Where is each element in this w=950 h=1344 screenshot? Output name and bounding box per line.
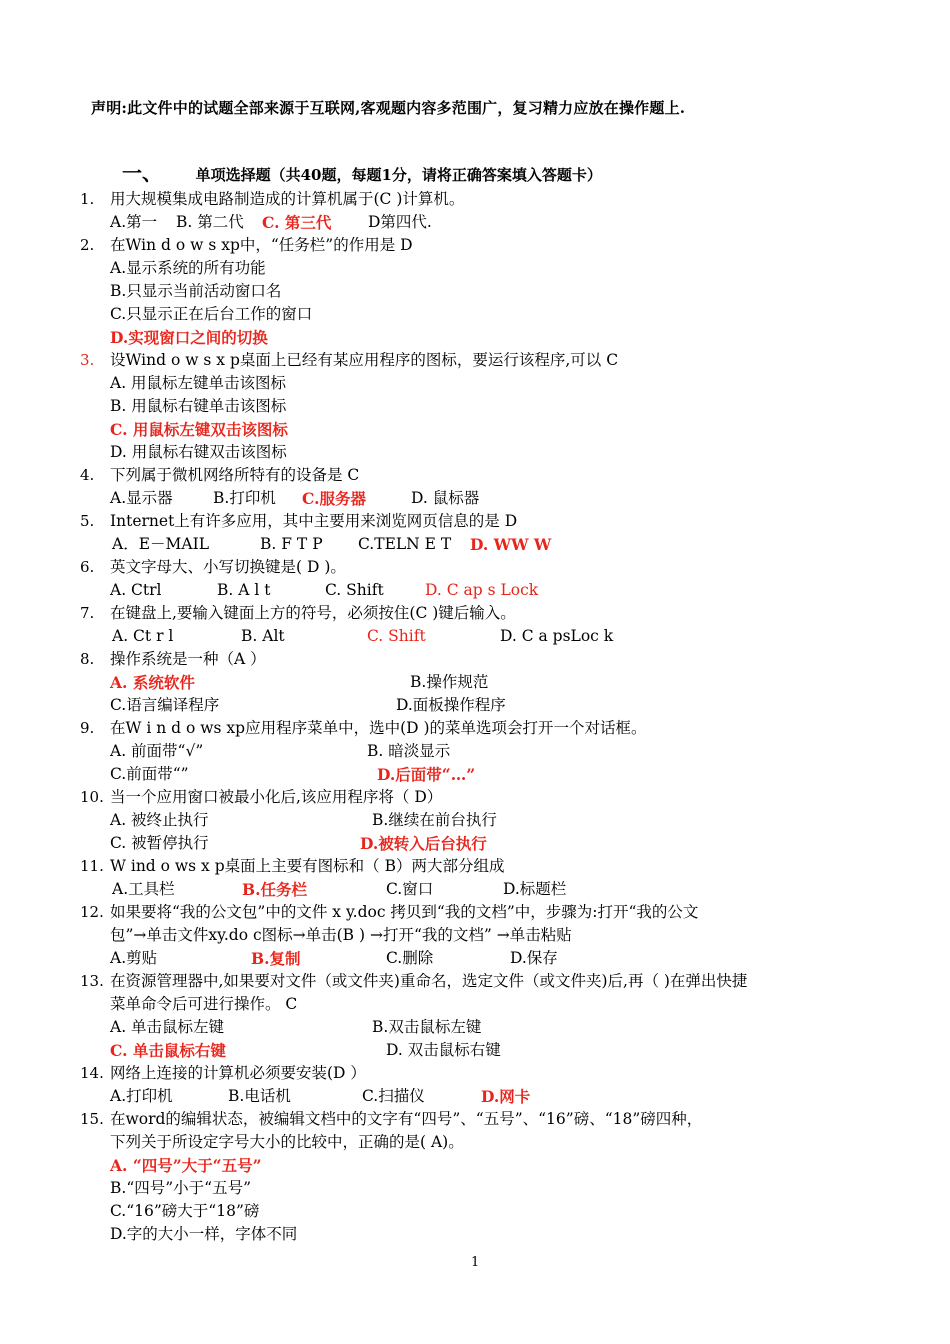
option-c: C.语言编译程序 (110, 696, 220, 714)
question-number: 3. (80, 351, 95, 369)
option-b: B.操作规范 (410, 673, 489, 691)
option-d-answer: D.被转入后台执行 (360, 834, 487, 853)
question-text: 在键盘上,要输入键面上方的符号，必须按住(C )键后输入。 (110, 604, 516, 622)
option-a: A. 被终止执行 (110, 811, 209, 829)
question-6 (80, 556, 820, 602)
option-d-answer: D.实现窗口之间的切换 (110, 328, 268, 347)
page-number: 1 (471, 1255, 480, 1270)
question-text: W ind o ws x p桌面上主要有图标和（ B）两大部分组成 (110, 857, 505, 875)
option-a: A. 前面带“√” (110, 742, 204, 760)
question-number: 8. (80, 650, 95, 668)
question-14 (80, 1062, 820, 1108)
question-15 (80, 1108, 820, 1246)
options-row (110, 947, 820, 970)
question-number: 6. (80, 558, 95, 576)
option-d: D.保存 (510, 949, 558, 967)
question-number: 13. (80, 972, 104, 990)
options-row (110, 878, 820, 901)
question-text: 在word的编辑状态，被编辑文档中的文字有“四号”、“五号”、“16”磅、“18”磅四种， (110, 1110, 703, 1128)
option-c-answer: C. Shift (367, 627, 426, 645)
option-b: B.“四号”小于“五号” (110, 1179, 252, 1197)
question-number: 15. (80, 1110, 104, 1128)
option-c: C.只显示正在后台工作的窗口 (110, 305, 313, 323)
option-a: A. Ctrl (110, 581, 162, 599)
option-a: A.显示系统的所有功能 (110, 259, 266, 277)
question-number: 2. (80, 236, 95, 254)
option-c-answer: C.服务器 (302, 489, 366, 508)
option-a: A.工具栏 (112, 880, 175, 898)
option-a: A. Ct r l (112, 627, 174, 645)
option-c: C.删除 (386, 949, 434, 967)
question-text: 如果要将“我的公文包”中的文件 x y.doc 拷贝到“我的文档”中，步骤为:打开“我的公文 (110, 903, 699, 921)
question-text: 当一个应用窗口被最小化后,该应用程序将（ D） (110, 788, 443, 806)
option-b: B.继续在前台执行 (372, 811, 497, 829)
question-text: 用大规模集成电路制造成的计算机属于(C )计算机。 (110, 190, 465, 208)
option-b: B. 第二代 (176, 213, 244, 231)
section-number: 一、 (122, 161, 162, 185)
question-number: 12. (80, 903, 104, 921)
options-row (110, 809, 820, 832)
option-d: D.面板操作程序 (396, 696, 506, 714)
option-a: A. 用鼠标左键单击该图标 (110, 374, 287, 392)
question-number: 14. (80, 1064, 104, 1082)
question-4 (80, 464, 820, 510)
option-b: B. Alt (241, 627, 285, 645)
question-text: 设Wind o w s x p桌面上已经有某应用程序的图标，要运行该程序,可以 C (110, 351, 619, 369)
question-12 (80, 901, 820, 970)
disclaimer-statement: 声明:此文件中的试题全部来源于互联网,客观题内容多范围广，复习精力应放在操作题上. (91, 99, 686, 117)
option-a: A.剪贴 (110, 949, 158, 967)
option-d: D.标题栏 (503, 880, 567, 898)
question-number: 7. (80, 604, 95, 622)
question-text-continued: 菜单命令后可进行操作。 C (110, 995, 298, 1013)
question-7 (80, 602, 820, 648)
option-d-answer: D. C ap s Lock (425, 581, 539, 599)
option-d: D. 鼠标器 (411, 489, 480, 507)
question-8 (80, 648, 820, 717)
options-row (110, 487, 820, 510)
question-number: 10. (80, 788, 104, 806)
option-b: B.双击鼠标左键 (372, 1018, 482, 1036)
option-b: B.打印机 (213, 489, 276, 507)
question-5 (80, 510, 820, 556)
question-3 (80, 349, 820, 464)
option-a: A.打印机 (110, 1087, 173, 1105)
question-text: 网络上连接的计算机必须要安装(D ） (110, 1064, 366, 1082)
question-2 (80, 234, 820, 349)
question-9 (80, 717, 820, 786)
option-c: C.TELN E T (358, 535, 452, 553)
question-text: 在资源管理器中,如果要对文件（或文件夹)重命名，选定文件（或文件夹)后,再（ )在弹出快捷 (110, 972, 748, 990)
options-row (110, 671, 820, 694)
question-text: 在Win d o w s xp中，“任务栏”的作用是 D (110, 236, 413, 254)
question-1 (80, 188, 820, 234)
question-text: 在W i n d o ws xp应用程序菜单中，选中(D )的菜单选项会打开一个对话框。 (110, 719, 647, 737)
section-title: 单项选择题（共40题，每题1分，请将正确答案填入答题卡） (195, 166, 602, 184)
option-d: D. C a psLoc k (500, 627, 614, 645)
option-b: B.电话机 (228, 1087, 291, 1105)
option-d-answer: D. WW W (470, 535, 552, 554)
question-text-continued: 下列关于所设定字号大小的比较中，正确的是( A)。 (110, 1133, 464, 1151)
option-d-answer: D.网卡 (481, 1087, 531, 1106)
options-row (110, 533, 820, 556)
question-text: 操作系统是一种（A ） (110, 650, 266, 668)
question-number: 9. (80, 719, 95, 737)
option-d-answer: D.后面带“…” (377, 765, 476, 784)
options-row (110, 740, 820, 763)
option-c: C.“16”磅大于“18”磅 (110, 1202, 260, 1220)
option-b-answer: B.任务栏 (242, 880, 307, 899)
question-11 (80, 855, 820, 901)
option-c: C.前面带“” (110, 765, 189, 783)
option-b: B. F T P (260, 535, 323, 553)
option-c: C. 被暂停执行 (110, 834, 209, 852)
question-text: 下列属于微机网络所特有的设备是 C (110, 466, 360, 484)
options-row (110, 763, 820, 786)
question-10 (80, 786, 820, 855)
option-d: D.字的大小一样，字体不同 (110, 1225, 298, 1243)
option-a-answer: A. “四号”大于“五号” (110, 1156, 262, 1175)
question-13 (80, 970, 820, 1062)
options-row (110, 211, 820, 234)
options-row (110, 832, 820, 855)
section-heading (122, 157, 602, 186)
option-c-answer: C. 用鼠标左键双击该图标 (110, 420, 288, 439)
options-row (110, 625, 820, 648)
question-text-continued: 包”→单击文件xy.do c图标→单击(B ) →打开“我的文档” →单击粘贴 (110, 926, 572, 944)
option-b: B.只显示当前活动窗口名 (110, 282, 282, 300)
option-c-answer: C. 第三代 (262, 213, 332, 232)
option-a: A.显示器 (110, 489, 173, 507)
option-a: A.第一 (110, 213, 158, 231)
option-c: C. Shift (325, 581, 384, 599)
options-row (110, 1085, 820, 1108)
options-row (110, 694, 820, 717)
option-d: D第四代. (368, 213, 432, 231)
option-a: A．E－MAIL (112, 535, 209, 553)
question-text: 英文字母大、小写切换键是( D )。 (110, 558, 346, 576)
option-c: C.扫描仪 (362, 1087, 425, 1105)
question-number: 1. (80, 190, 95, 208)
option-d: D. 双击鼠标右键 (386, 1041, 501, 1059)
option-a-answer: A. 系统软件 (110, 673, 195, 692)
option-b: B. 用鼠标右键单击该图标 (110, 397, 287, 415)
question-number: 4. (80, 466, 95, 484)
options-row (110, 579, 820, 602)
option-c-answer: C. 单击鼠标右键 (110, 1041, 226, 1060)
option-b: B. 暗淡显示 (367, 742, 451, 760)
options-row (110, 1039, 820, 1062)
option-b: B. A l t (217, 581, 271, 599)
option-b-answer: B.复制 (251, 949, 301, 968)
question-number: 5. (80, 512, 95, 530)
options-row (110, 1016, 820, 1039)
option-d: D. 用鼠标右键双击该图标 (110, 443, 287, 461)
question-number: 11. (80, 857, 104, 875)
option-a: A. 单击鼠标左键 (110, 1018, 225, 1036)
question-list (80, 188, 820, 1246)
question-text: Internet上有许多应用，其中主要用来浏览网页信息的是 D (110, 512, 518, 530)
option-c: C.窗口 (386, 880, 434, 898)
